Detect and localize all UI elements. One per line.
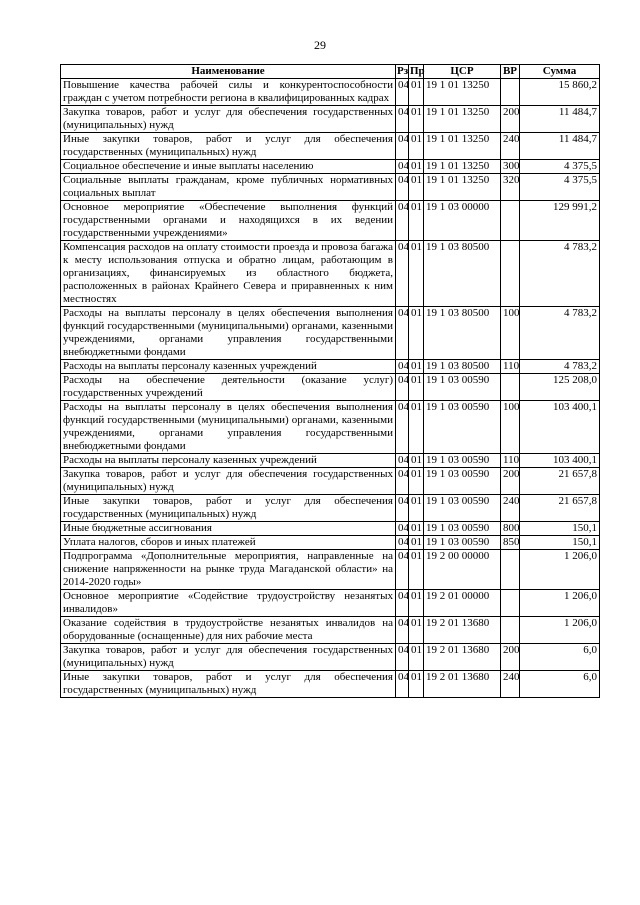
- row-rz: 04: [396, 79, 409, 106]
- table-row: [61, 644, 600, 671]
- row-sum: 6,0: [520, 671, 600, 698]
- row-vr: 110: [501, 360, 520, 374]
- table-row: [61, 374, 600, 401]
- header-pr: Пр: [410, 65, 425, 77]
- header-vr: ВР: [501, 65, 520, 79]
- table-row: [61, 522, 600, 536]
- row-pr: 01: [409, 468, 424, 495]
- row-pr: 01: [409, 644, 424, 671]
- row-rz: 04: [396, 617, 409, 644]
- row-vr: 240: [501, 133, 520, 160]
- row-csr: 19 1 03 00590: [424, 495, 501, 522]
- row-vr: 850: [501, 536, 520, 550]
- row-name: Социальное обеспечение и иные выплаты населению: [61, 160, 396, 174]
- row-name: Повышение качества рабочей силы и конкурентоспособности граждан с учетом потребности региона в квалифицированных кадрах: [61, 79, 396, 106]
- row-name: Расходы на выплаты персоналу в целях обеспечения выполнения функций государственными (муниципальными) органами, казенными учреждениями, органами управления государственными внебюджетными фондами: [61, 307, 396, 360]
- row-rz: 04: [396, 536, 409, 550]
- row-csr: 19 2 01 13680: [424, 671, 501, 698]
- row-pr: 01: [409, 671, 424, 698]
- row-vr: 240: [501, 495, 520, 522]
- row-name: Иные бюджетные ассигнования: [61, 522, 396, 536]
- row-pr: 01: [409, 201, 424, 241]
- row-name: Закупка товаров, работ и услуг для обеспечения государственных (муниципальных) нужд: [61, 644, 396, 671]
- row-csr: 19 1 03 00590: [424, 374, 501, 401]
- row-vr: [501, 590, 520, 617]
- row-name: Расходы на выплаты персоналу казенных учреждений: [61, 360, 396, 374]
- row-vr: 300: [501, 160, 520, 174]
- row-rz: 04: [396, 671, 409, 698]
- row-sum: 4 783,2: [520, 241, 600, 307]
- row-rz: 04: [396, 644, 409, 671]
- table-body: [61, 79, 600, 698]
- row-rz: 04: [396, 160, 409, 174]
- row-csr: 19 1 03 80500: [424, 360, 501, 374]
- row-pr: 01: [409, 133, 424, 160]
- row-rz: 04: [396, 133, 409, 160]
- row-csr: 19 1 01 13250: [424, 106, 501, 133]
- row-name: Социальные выплаты гражданам, кроме публичных нормативных социальных выплат: [61, 174, 396, 201]
- row-csr: 19 1 03 80500: [424, 307, 501, 360]
- row-rz: 04: [396, 495, 409, 522]
- table-row: [61, 201, 600, 241]
- row-csr: 19 1 03 00590: [424, 522, 501, 536]
- row-pr: 01: [409, 374, 424, 401]
- row-pr: 01: [409, 536, 424, 550]
- row-name: Иные закупки товаров, работ и услуг для обеспечения государственных (муниципальных) нужд: [61, 671, 396, 698]
- row-vr: [501, 201, 520, 241]
- row-vr: 240: [501, 671, 520, 698]
- budget-table: [60, 64, 600, 698]
- row-vr: 100: [501, 401, 520, 454]
- row-rz: 04: [396, 106, 409, 133]
- row-csr: 19 1 03 00000: [424, 201, 501, 241]
- row-vr: [501, 241, 520, 307]
- row-name: Иные закупки товаров, работ и услуг для обеспечения государственных (муниципальных) нужд: [61, 133, 396, 160]
- row-csr: 19 1 03 00590: [424, 536, 501, 550]
- row-name: Расходы на выплаты персоналу казенных учреждений: [61, 454, 396, 468]
- row-csr: 19 1 01 13250: [424, 160, 501, 174]
- row-csr: 19 1 03 00590: [424, 454, 501, 468]
- row-csr: 19 1 01 13250: [424, 79, 501, 106]
- row-csr: 19 1 03 80500: [424, 241, 501, 307]
- table-row: [61, 454, 600, 468]
- row-sum: 15 860,2: [520, 79, 600, 106]
- row-name: Компенсация расходов на оплату стоимости проезда и провоза багажа к месту использования отпуска и обратно лицам, работающим в организациях, финансируемых из областного бюджета, расположенных в районах Крайнего Севера и приравненных к ним местностях: [61, 241, 396, 307]
- row-name: Закупка товаров, работ и услуг для обеспечения государственных (муниципальных) нужд: [61, 468, 396, 495]
- page-number: 29: [314, 38, 326, 52]
- row-sum: 4 783,2: [520, 307, 600, 360]
- row-csr: 19 1 01 13250: [424, 174, 501, 201]
- table-row: [61, 536, 600, 550]
- row-pr: 01: [409, 590, 424, 617]
- table-row: [61, 468, 600, 495]
- table-row: [61, 590, 600, 617]
- row-sum: 21 657,8: [520, 468, 600, 495]
- row-pr: 01: [409, 360, 424, 374]
- table-row: [61, 360, 600, 374]
- table-row: [61, 106, 600, 133]
- row-rz: 04: [396, 522, 409, 536]
- row-sum: 1 206,0: [520, 617, 600, 644]
- row-rz: 04: [396, 241, 409, 307]
- row-vr: [501, 550, 520, 590]
- row-vr: 200: [501, 106, 520, 133]
- row-rz: 04: [396, 307, 409, 360]
- row-sum: 103 400,1: [520, 401, 600, 454]
- row-pr: 01: [409, 160, 424, 174]
- row-pr: 01: [409, 307, 424, 360]
- header-name: Наименование: [61, 65, 396, 79]
- row-vr: 200: [501, 468, 520, 495]
- row-sum: 4 783,2: [520, 360, 600, 374]
- row-csr: 19 1 03 00590: [424, 401, 501, 454]
- row-name: Основное мероприятие «Содействие трудоустройству незанятых инвалидов»: [61, 590, 396, 617]
- row-pr: 01: [409, 241, 424, 307]
- row-pr: 01: [409, 495, 424, 522]
- row-rz: 04: [396, 550, 409, 590]
- row-sum: 11 484,7: [520, 133, 600, 160]
- table-row: [61, 550, 600, 590]
- table-row: [61, 671, 600, 698]
- row-sum: 129 991,2: [520, 201, 600, 241]
- row-vr: 320: [501, 174, 520, 201]
- row-vr: [501, 617, 520, 644]
- header-rz: Рз: [397, 65, 409, 77]
- row-sum: 11 484,7: [520, 106, 600, 133]
- row-rz: 04: [396, 360, 409, 374]
- table-row: [61, 617, 600, 644]
- row-name: Основное мероприятие «Обеспечение выполнения функций государственными органами и находящихся в их ведении государственными учреждениями»: [61, 201, 396, 241]
- row-name: Уплата налогов, сборов и иных платежей: [61, 536, 396, 550]
- header-sum: Сумма: [520, 65, 600, 79]
- row-rz: 04: [396, 468, 409, 495]
- row-vr: 200: [501, 644, 520, 671]
- row-rz: 04: [396, 401, 409, 454]
- row-pr: 01: [409, 617, 424, 644]
- row-pr: 01: [409, 401, 424, 454]
- table-row: [61, 401, 600, 454]
- row-name: Расходы на выплаты персоналу в целях обеспечения выполнения функций государственными (муниципальными) органами, казенными учреждениями, органами управления государственными внебюджетными фондами: [61, 401, 396, 454]
- row-sum: 21 657,8: [520, 495, 600, 522]
- table-row: [61, 133, 600, 160]
- table-row: [61, 79, 600, 106]
- row-sum: 6,0: [520, 644, 600, 671]
- table-row: [61, 495, 600, 522]
- row-pr: 01: [409, 106, 424, 133]
- row-csr: 19 2 01 13680: [424, 644, 501, 671]
- row-csr: 19 2 01 13680: [424, 617, 501, 644]
- row-vr: 100: [501, 307, 520, 360]
- row-pr: 01: [409, 522, 424, 536]
- row-csr: 19 1 03 00590: [424, 468, 501, 495]
- table-row: [61, 307, 600, 360]
- row-pr: 01: [409, 174, 424, 201]
- row-pr: 01: [409, 79, 424, 106]
- row-vr: 110: [501, 454, 520, 468]
- row-sum: 1 206,0: [520, 590, 600, 617]
- row-name: Расходы на обеспечение деятельности (оказание услуг) государственных учреждений: [61, 374, 396, 401]
- row-name: Оказание содействия в трудоустройстве незанятых инвалидов на оборудованные (оснащенные) для них рабочие места: [61, 617, 396, 644]
- header-csr: ЦСР: [424, 65, 501, 79]
- row-pr: 01: [409, 550, 424, 590]
- row-rz: 04: [396, 174, 409, 201]
- row-name: Подпрограмма «Дополнительные мероприятия, направленные на снижение напряженности на рынке труда Магаданской области» на 2014-2020 годы»: [61, 550, 396, 590]
- row-sum: 150,1: [520, 522, 600, 536]
- row-sum: 1 206,0: [520, 550, 600, 590]
- table-row: [61, 174, 600, 201]
- row-vr: [501, 79, 520, 106]
- table-row: [61, 241, 600, 307]
- row-sum: 4 375,5: [520, 174, 600, 201]
- row-vr: 800: [501, 522, 520, 536]
- row-rz: 04: [396, 374, 409, 401]
- row-sum: 150,1: [520, 536, 600, 550]
- row-csr: 19 2 01 00000: [424, 590, 501, 617]
- row-rz: 04: [396, 201, 409, 241]
- row-vr: [501, 374, 520, 401]
- row-name: Иные закупки товаров, работ и услуг для обеспечения государственных (муниципальных) нужд: [61, 495, 396, 522]
- row-rz: 04: [396, 454, 409, 468]
- row-sum: 103 400,1: [520, 454, 600, 468]
- row-name: Закупка товаров, работ и услуг для обеспечения государственных (муниципальных) нужд: [61, 106, 396, 133]
- row-sum: 4 375,5: [520, 160, 600, 174]
- row-pr: 01: [409, 454, 424, 468]
- row-rz: 04: [396, 590, 409, 617]
- row-csr: 19 1 01 13250: [424, 133, 501, 160]
- row-sum: 125 208,0: [520, 374, 600, 401]
- row-csr: 19 2 00 00000: [424, 550, 501, 590]
- table-header-row: [61, 65, 600, 79]
- table-row: [61, 160, 600, 174]
